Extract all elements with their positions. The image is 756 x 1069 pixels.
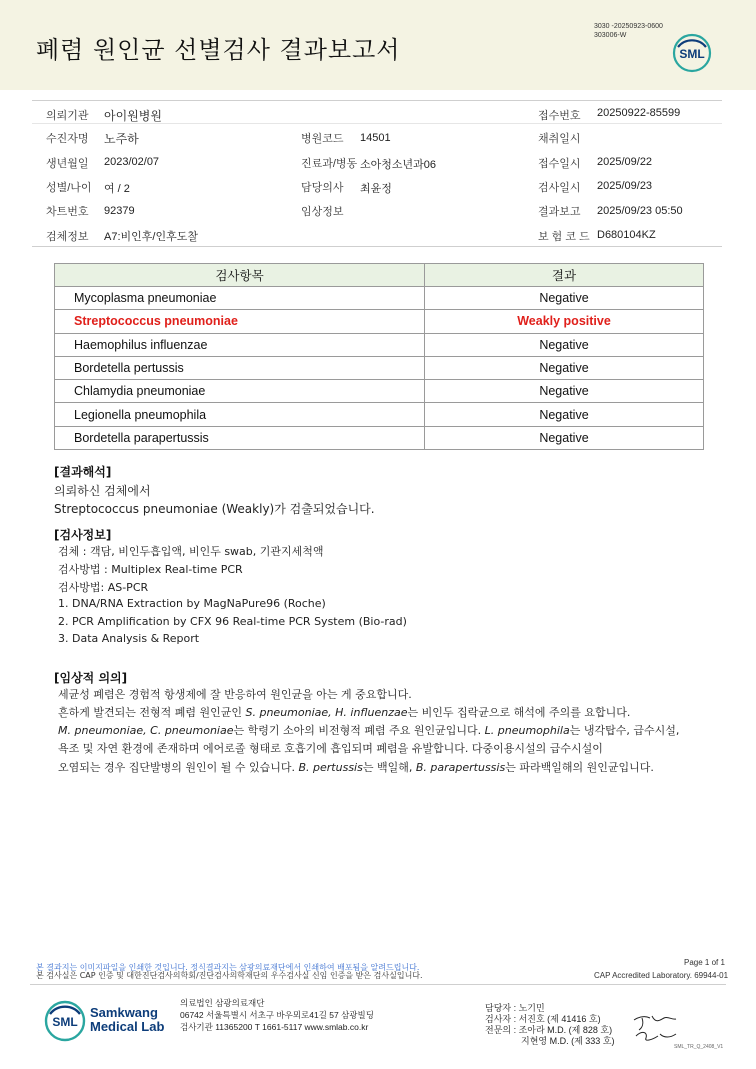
test-date-label: 검사일시 — [538, 182, 581, 194]
test-info-line: 검사방법: AS-PCR — [58, 581, 149, 594]
clinical-line-3-species-2: L. pneumophila — [484, 724, 570, 737]
interpretation-line-2: Streptococcus pneumoniae (Weakly)가 검출되었습니다. — [54, 502, 375, 516]
clinical-info-label: 임상정보 — [301, 206, 344, 218]
clinical-line-3-species: M. pneumoniae, C. pneumoniae — [58, 724, 234, 737]
clinical-significance-heading: [임상적 의의] — [54, 671, 128, 685]
clinical-line-5-species-2: B. parapertussis — [415, 761, 506, 774]
table-row — [55, 426, 704, 449]
hospital-code-value: 14501 — [360, 132, 391, 144]
clinical-line-2 — [58, 704, 630, 720]
birth-value: 2023/02/07 — [104, 156, 160, 168]
clinical-line-2-c: 는 비인두 집락균으로 해석에 주의를 요합니다. — [407, 706, 631, 719]
test-item: Bordetella parapertussis — [55, 426, 425, 449]
chart-no-value: 92379 — [104, 205, 135, 217]
clinical-line-3 — [58, 722, 679, 738]
test-item: Legionella pneumophila — [55, 403, 425, 426]
doctor-value: 최윤정 — [360, 183, 392, 195]
insurance-code-label: 보 험 코 드 — [538, 231, 590, 243]
receipt-no-label: 접수번호 — [538, 110, 581, 122]
results-header-row — [55, 264, 704, 287]
test-result: Negative — [425, 333, 704, 356]
clinical-line-5-c: 는 백일해, — [362, 761, 416, 774]
patient-name-label: 수진자명 — [46, 133, 89, 145]
institution-label: 의뢰기관 — [46, 110, 89, 122]
clinical-line-4: 욕조 및 자연 환경에 존재하며 에어로졸 형태로 호흡기에 흡입되며 폐렴을 유발합니다. 다중이용시설의 급수시설이 — [58, 742, 603, 755]
sex-age-label: 성별/나이 — [46, 182, 92, 194]
document-code-line-1: 3030 -20250923-0600 — [594, 23, 663, 30]
hospital-code-label: 병원코드 — [301, 133, 344, 145]
test-item: Haemophilus influenzae — [55, 333, 425, 356]
clinical-line-2-species: S. pneumoniae, H. influenzae — [245, 706, 408, 719]
signature-icon — [630, 1010, 680, 1044]
collection-date-label: 채취일시 — [538, 133, 581, 145]
department-label: 진료과/병동 — [301, 158, 358, 170]
test-item: Streptococcus pneumoniae — [55, 310, 425, 333]
specimen-value: A7:비인후/인후도찰 — [104, 231, 198, 243]
report-title: 폐렴 원인균 선별검사 결과보고서 — [36, 36, 401, 64]
column-header-result: 결과 — [425, 264, 704, 287]
receipt-date-label: 접수일시 — [538, 158, 581, 170]
clinical-line-5-e: 는 파라백일해의 원인균입니다. — [505, 761, 654, 774]
test-result: Weakly positive — [425, 310, 704, 333]
interpretation-heading: [결과해석] — [54, 465, 112, 479]
insurance-code-value: D680104KZ — [597, 229, 656, 241]
test-info-line: 검체 : 객담, 비인두흡입액, 비인두 swab, 기관지세척액 — [58, 545, 324, 558]
footer-logo-sml: SML — [52, 1015, 78, 1029]
table-row — [55, 287, 704, 310]
cap-accreditation: CAP Accredited Laboratory. 69944-01 — [594, 971, 729, 980]
staff-specialist: 전문의 : 조아라 M.D. (제 828 호) — [485, 1025, 613, 1035]
organization-contact: 검사기관 11365200 T 1661-5117 www.smlab.co.kr — [180, 1022, 369, 1032]
table-row-positive — [55, 310, 704, 333]
document-code — [594, 22, 663, 40]
form-code: SML_TR_Q_2408_V1 — [674, 1044, 724, 1050]
footer-divider — [30, 984, 726, 985]
document-code-line-2: 303006-W — [594, 32, 627, 39]
footer-logo-line-2: Medical Lab — [90, 1019, 165, 1034]
test-result: Negative — [425, 380, 704, 403]
sml-logo-text: SML — [679, 47, 705, 61]
receipt-no-value: 20250922-85599 — [597, 107, 681, 119]
specimen-label: 검체정보 — [46, 231, 89, 243]
print-notice: 본 결과지는 이미지파일을 인쇄한 것입니다. 정식결과지는 삼광의료재단에서 인쇄하여 배포됨을 알려드립니다. — [36, 963, 420, 972]
test-result: Negative — [425, 426, 704, 449]
info-row-divider — [32, 123, 722, 124]
info-bottom-divider — [32, 246, 722, 247]
test-item: Bordetella pertussis — [55, 356, 425, 379]
institution-value: 아이원병원 — [104, 109, 162, 123]
test-info-heading: [검사정보] — [54, 528, 112, 542]
table-row — [55, 356, 704, 379]
report-date-value: 2025/09/23 05:50 — [597, 205, 683, 217]
footer-logo-text — [90, 1006, 164, 1034]
table-row — [55, 333, 704, 356]
sml-logo-icon — [672, 33, 712, 73]
report-date-label: 결과보고 — [538, 206, 581, 218]
table-row — [55, 380, 704, 403]
test-date-value: 2025/09/23 — [597, 180, 653, 192]
test-info-line: 1. DNA/RNA Extraction by MagNaPure96 (Roche) — [58, 597, 326, 610]
doctor-label: 담당의사 — [301, 182, 344, 194]
receipt-date-value: 2025/09/22 — [597, 156, 653, 168]
table-row — [55, 403, 704, 426]
sml-footer-logo-icon — [44, 1000, 86, 1042]
test-result: Negative — [425, 356, 704, 379]
clinical-line-5-species: B. pertussis — [298, 761, 363, 774]
clinical-line-3-b: 는 학령기 소아의 비전형적 폐렴 주요 원인균입니다. — [233, 724, 485, 737]
clinical-line-2-a: 흔하게 발견되는 전형적 폐렴 원인균인 — [58, 706, 246, 719]
accreditation-notice: 본 검사실은 CAP 인증 및 대한진단검사의학회/진단검사의학재단의 우수검사실 신임 인증을 받은 검사실입니다. — [36, 971, 423, 980]
clinical-line-5 — [58, 759, 654, 775]
test-item: Mycoplasma pneumoniae — [55, 287, 425, 310]
footer-logo-line-1: Samkwang — [90, 1005, 158, 1020]
staff-manager: 담당자 : 노기민 — [485, 1003, 545, 1013]
clinical-line-5-a: 오염되는 경우 집단발병의 원인이 될 수 있습니다. — [58, 761, 299, 774]
birth-label: 생년월일 — [46, 158, 89, 170]
staff-info — [485, 1003, 614, 1047]
test-result: Negative — [425, 287, 704, 310]
results-table — [54, 263, 704, 450]
sex-age-value: 여 / 2 — [104, 183, 130, 195]
patient-name-value: 노주하 — [104, 132, 139, 146]
test-info-line: 검사방법 : Multiplex Real-time PCR — [58, 563, 243, 576]
test-item: Chlamydia pneumoniae — [55, 380, 425, 403]
info-top-divider — [32, 100, 722, 101]
clinical-line-1: 세균성 폐렴은 경험적 항생제에 잘 반응하여 원인균을 아는 게 중요합니다. — [58, 688, 412, 701]
organization-name: 의료법인 삼광의료재단 — [180, 998, 265, 1008]
staff-specialist-2: 지현영 M.D. (제 333 호) — [521, 1036, 615, 1046]
department-value: 소아청소년과06 — [360, 159, 436, 171]
test-info-line: 3. Data Analysis & Report — [58, 632, 200, 645]
clinical-line-3-d: 는 냉각탑수, 급수시설, — [569, 724, 680, 737]
interpretation-line-1: 의뢰하신 검체에서 — [54, 484, 151, 498]
test-result: Negative — [425, 403, 704, 426]
staff-tester: 검사자 : 서진호 (제 41416 호) — [485, 1014, 601, 1024]
organization-address: 06742 서울특별시 서초구 바우뫼로41길 57 삼광빌딩 — [180, 1010, 374, 1020]
organization-info — [180, 997, 374, 1033]
test-info-line: 2. PCR Amplification by CFX 96 Real-time PCR System (Bio-rad) — [58, 615, 407, 628]
page-number: Page 1 of 1 — [684, 958, 725, 967]
column-header-item: 검사항목 — [55, 264, 425, 287]
chart-no-label: 차트번호 — [46, 206, 89, 218]
